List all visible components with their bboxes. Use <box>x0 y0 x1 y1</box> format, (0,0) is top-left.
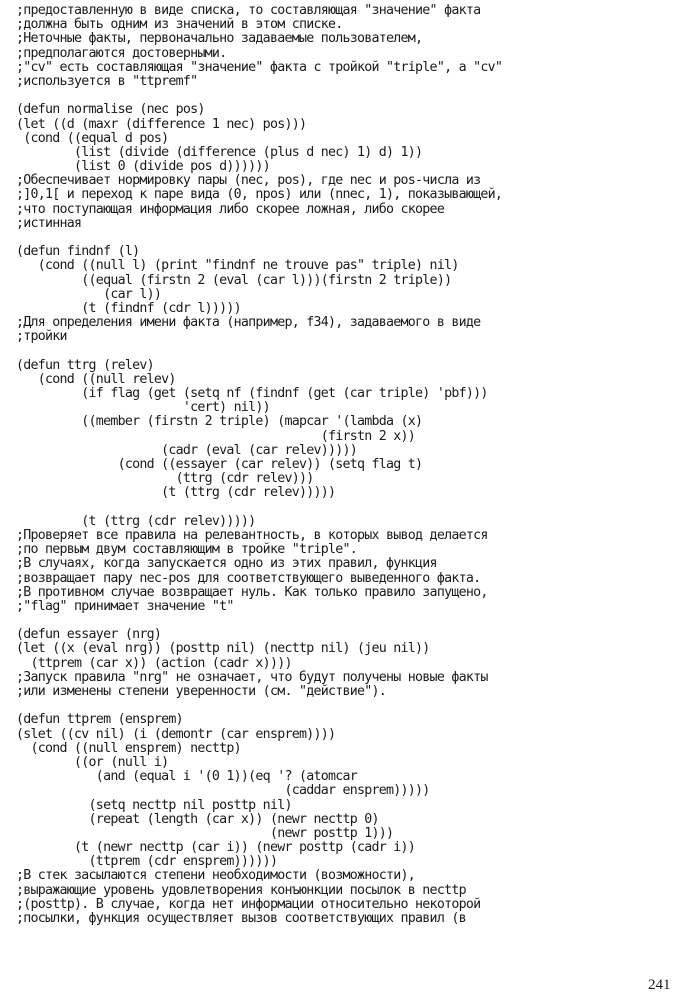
listing-line: ;В стек засылаются степени необходимости (возможности), <box>16 868 416 884</box>
listing-line: ;выражающие уровень удовлетворения конъюнкции посылок в necttp <box>16 882 466 898</box>
listing-line: (cadr (eval (car relev))))) <box>16 442 358 458</box>
listing-line: ;В случаях, когда запускается одно из этих правил, функция <box>16 556 437 572</box>
listing-line: (repeat (length (car x)) (newr necttp 0) <box>16 811 379 827</box>
listing-line: ;(posttp). В случае, когда нет информации относительно некоторой <box>16 896 481 912</box>
listing-line: ;посылки, функция осуществляет вызов соответствующих правил (в <box>16 911 466 926</box>
listing-line: ;используется в "ttpremf" <box>16 73 198 89</box>
listing-line: (if flag (get (setq nf (findnf (get (car triple) 'pbf))) <box>16 386 488 402</box>
listing-line: ;Проверяет все правила на релевантность, в которых вывод делается <box>16 527 488 543</box>
listing-line: ;тройки <box>16 329 67 345</box>
listing-line: (cond ((equal d pos) <box>16 130 169 146</box>
listing-line: 'cert) nil)) <box>16 400 270 416</box>
listing-line <box>16 501 691 515</box>
listing-line: (defun ttprem (ensprem) <box>16 712 183 728</box>
listing-line: ;]0,1[ и переход к паре вида (0, npos) или (nnec, 1), показывающей, <box>16 187 503 203</box>
listing-line: (cond ((null relev) <box>16 371 176 387</box>
listing-line: (ttprem (car x)) (action (cadr x)))) <box>16 655 292 671</box>
listing-line: (t (newr necttp (car i)) (newr posttp (cadr i)) <box>16 840 416 856</box>
listing-line: ;должна быть одним из значений в этом списке. <box>16 17 343 33</box>
listing-line: (firstn 2 x)) <box>16 428 416 444</box>
listing-line: (car l)) <box>16 286 162 302</box>
listing-line: ((member (firstn 2 triple) (mapcar '(lambda (x) <box>16 414 423 430</box>
listing-line: ;Обеспечивает нормировку пары (nec, pos), где nec и pos-числа из <box>16 173 481 189</box>
listing-line: (slet ((cv nil) (i (demontr (car ensprem)))) <box>16 726 336 742</box>
listing-line: (cond ((essayer (car relev)) (setq flag t) <box>16 457 423 472</box>
listing-line <box>16 345 691 359</box>
listing-line: (let ((x (eval nrg)) (posttp nil) (necttp nil) (jeu nil)) <box>16 641 430 657</box>
page-number: 241 <box>648 977 671 993</box>
listing-line: (and (equal i '(0 1))(eq '? (atomcar <box>16 769 358 785</box>
listing-line <box>16 89 691 103</box>
listing-line: ;возвращает пару nec-pos для соответствующего выведенного факта. <box>16 570 481 586</box>
listing-line: (newr posttp 1))) <box>16 825 394 841</box>
listing-line: (let ((d (maxr (difference 1 nec) pos))) <box>16 116 307 132</box>
listing-line: ;"flag" принимает значение "t" <box>16 598 234 614</box>
listing-line: (defun findnf (l) <box>16 244 140 260</box>
listing-line: (defun essayer (nrg) <box>16 627 162 643</box>
listing-line <box>16 699 691 713</box>
listing-line: (setq necttp nil posttp nil) <box>16 797 292 813</box>
listing-line: ;Для определения имени факта (например, f34), задаваемого в виде <box>16 315 481 331</box>
listing-line: (ttrg (cdr relev))) <box>16 471 314 487</box>
listing-line: ;"cv" есть составляющая "значение" факта с тройкой "triple", а "cv" <box>16 59 503 75</box>
listing-line: (t (ttrg (cdr relev))))) <box>16 513 256 529</box>
listing-line <box>16 231 691 245</box>
listing-line: (caddar ensprem))))) <box>16 783 430 799</box>
listing-line: (defun ttrg (relev) <box>16 357 154 373</box>
listing-line: ((or (null i) <box>16 754 169 770</box>
listing-line: ;по первым двум составляющим в тройке "triple". <box>16 542 358 558</box>
listing-line: (cond ((null ensprem) necttp) <box>16 740 241 756</box>
code-listing <box>16 4 691 926</box>
listing-line: (list 0 (divide pos d)))))) <box>16 159 270 175</box>
listing-line: ;Неточные факты, первоначально задаваемые пользователем, <box>16 31 423 47</box>
listing-line: ;Запуск правила "nrg" не означает, что будут получены новые факты <box>16 669 488 685</box>
listing-line: ;предполагаются достоверными. <box>16 45 227 61</box>
listing-line: (list (divide (difference (plus d nec) 1) d) 1)) <box>16 144 423 160</box>
listing-line: (t (ttrg (cdr relev))))) <box>16 485 336 501</box>
listing-line: ((equal (firstn 2 (eval (car l)))(firstn 2 triple)) <box>16 272 452 288</box>
listing-line: (t (findnf (cdr l))))) <box>16 300 241 316</box>
listing-line: ;или изменены степени уверенности (см. "действие"). <box>16 684 387 699</box>
listing-line: (ttprem (cdr ensprem)))))) <box>16 854 278 870</box>
listing-line: ;истинная <box>16 215 82 231</box>
listing-line <box>16 614 691 628</box>
listing-line: ;предоставленную в виде списка, то составляющая "значение" факта <box>16 3 481 18</box>
listing-line: (cond ((null l) (print "findnf ne trouve pas" triple) nil) <box>16 258 459 274</box>
listing-line: ;В противном случае возвращает нуль. Как только правило запущено, <box>16 584 488 600</box>
listing-line: (defun normalise (nec pos) <box>16 102 205 118</box>
listing-line: ;что поступающая информация либо скорее ложная, либо скорее <box>16 201 445 217</box>
